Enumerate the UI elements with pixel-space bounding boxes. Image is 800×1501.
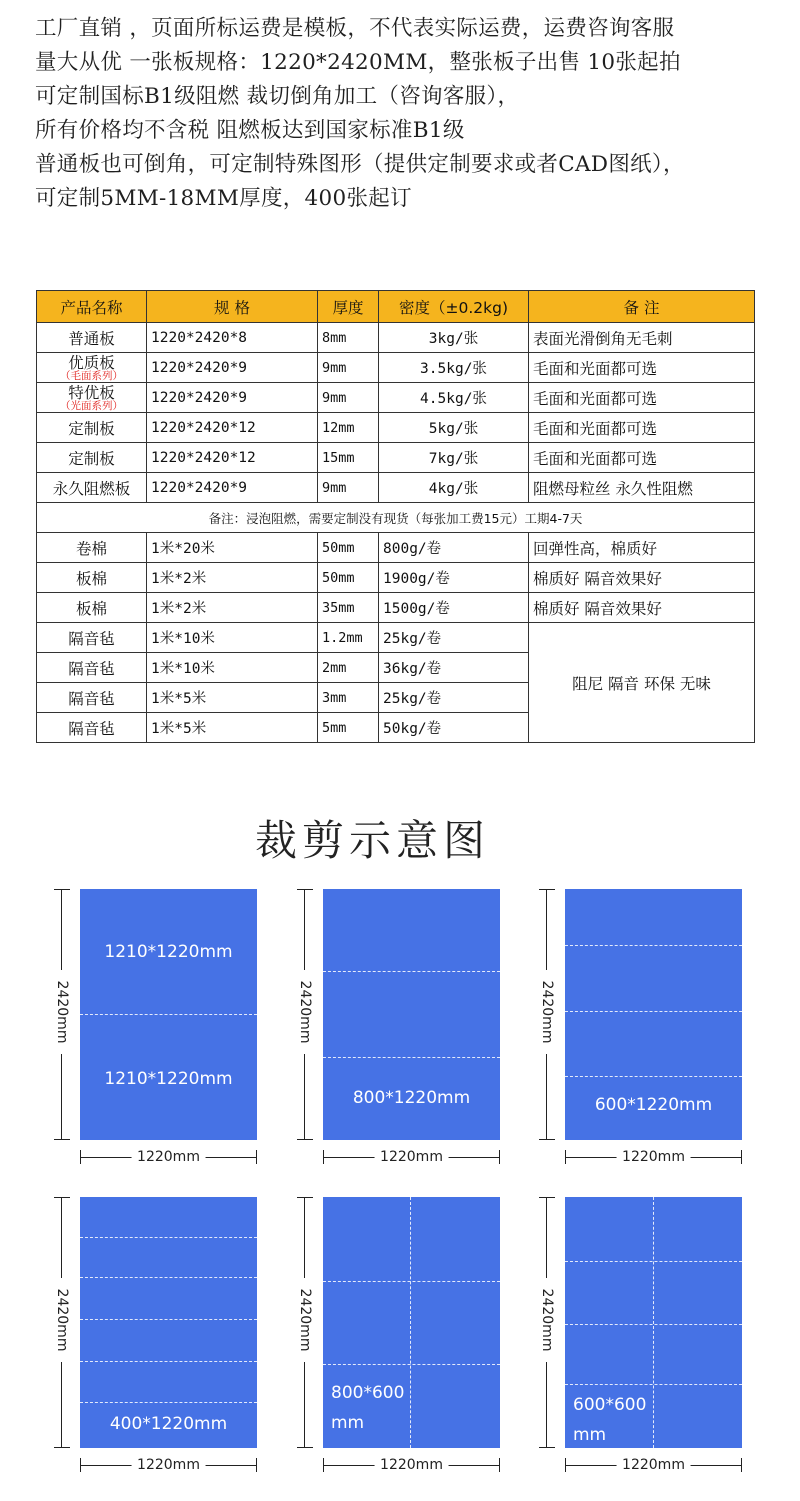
product-name: 隔音毡 [37, 623, 147, 653]
cut-line [80, 1319, 257, 1320]
header-note: 备 注 [529, 291, 755, 323]
board [80, 1197, 257, 1448]
cut-line [565, 1261, 742, 1262]
product-thickness: 1.2mm [318, 623, 379, 653]
product-name: 隔音毡 [37, 713, 147, 743]
product-spec: 1220*2420*12 [147, 413, 318, 443]
piece-label: 600*600 [573, 1395, 647, 1415]
piece-label: 600*1220mm [594, 1095, 713, 1115]
table-row [37, 563, 755, 593]
product-spec: 1米*2米 [147, 593, 318, 623]
board [80, 889, 257, 1140]
table-row [37, 533, 755, 563]
product-spec: 1220*2420*8 [147, 323, 318, 353]
product-density: 36kg/卷 [379, 653, 529, 683]
product-note: 阻燃母粒丝 永久性阻燃 [529, 473, 755, 503]
product-note: 毛面和光面都可选 [529, 353, 755, 383]
product-name: 隔音毡 [37, 653, 147, 683]
product-density: 50kg/卷 [379, 713, 529, 743]
cut-line [565, 945, 742, 946]
intro-line: 量大从优 一张板规格：1220*2420MM，整张板子出售 10张起拍 [35, 50, 681, 75]
height-dimension [295, 1197, 315, 1448]
product-name: 优质板 [68, 353, 115, 372]
height-label: 2420mm [52, 1278, 72, 1362]
intro-line: 所有价格均不含税 阻燃板达到国家标准B1级 [35, 118, 465, 143]
product-thickness: 50mm [318, 533, 379, 563]
cut-line [565, 1011, 742, 1012]
table-row [37, 353, 755, 383]
width-label: 1220mm [131, 1455, 206, 1475]
product-note: 棉质好 隔音效果好 [529, 593, 755, 623]
product-spec: 1米*10米 [147, 653, 318, 683]
product-name: 普通板 [37, 323, 147, 353]
product-series-label: （光面系列） [60, 399, 123, 412]
product-name-cell [37, 383, 147, 413]
height-dimension [295, 889, 315, 1140]
product-note: 棉质好 隔音效果好 [529, 563, 755, 593]
product-density: 1500g/卷 [379, 593, 529, 623]
product-thickness: 9mm [318, 383, 379, 413]
cut-line [323, 1364, 500, 1365]
width-dimension [80, 1147, 257, 1167]
piece-label: 1210*1220mm [104, 942, 233, 962]
header-density: 密度（±0.2kg) [379, 291, 529, 323]
product-thickness: 5mm [318, 713, 379, 743]
cut-diagram-quarters [519, 889, 719, 1189]
table-row [37, 593, 755, 623]
cut-line [80, 1361, 257, 1362]
piece-label: 800*1220mm [352, 1088, 471, 1108]
table-header-row [37, 291, 755, 323]
width-dimension [80, 1455, 257, 1475]
product-name-cell [37, 353, 147, 383]
product-name: 定制板 [37, 413, 147, 443]
product-thickness: 50mm [318, 563, 379, 593]
product-density: 3kg/张 [379, 323, 529, 353]
cut-line [80, 1277, 257, 1278]
intro-text [35, 12, 785, 216]
board [565, 1197, 742, 1448]
product-thickness: 2mm [318, 653, 379, 683]
width-label: 1220mm [616, 1147, 691, 1167]
product-density: 1900g/卷 [379, 563, 529, 593]
width-dimension [565, 1455, 742, 1475]
height-label: 2420mm [537, 970, 557, 1054]
product-note: 毛面和光面都可选 [529, 443, 755, 473]
product-spec: 1米*5米 [147, 683, 318, 713]
product-thickness: 15mm [318, 443, 379, 473]
product-spec: 1220*2420*9 [147, 353, 318, 383]
product-density: 800g/卷 [379, 533, 529, 563]
table-note-row [37, 503, 755, 533]
product-series-label: （毛面系列） [60, 369, 123, 382]
cut-line [80, 1402, 257, 1403]
product-density: 25kg/卷 [379, 683, 529, 713]
cut-diagram-halves [34, 889, 234, 1189]
product-density: 4.5kg/张 [379, 383, 529, 413]
cut-line [653, 1197, 654, 1448]
height-dimension [52, 1197, 72, 1448]
table-row [37, 623, 755, 653]
product-thickness: 8mm [318, 323, 379, 353]
width-label: 1220mm [374, 1147, 449, 1167]
product-name: 特优板 [68, 383, 115, 402]
product-name: 卷棉 [37, 533, 147, 563]
table-row [37, 473, 755, 503]
header-spec: 规 格 [147, 291, 318, 323]
cut-line [323, 971, 500, 972]
spec-table [36, 290, 755, 743]
cut-diagram-sixths [34, 1197, 234, 1497]
height-label: 2420mm [52, 970, 72, 1054]
product-density: 7kg/张 [379, 443, 529, 473]
height-label: 2420mm [295, 970, 315, 1054]
cut-diagram-thirds [277, 889, 477, 1189]
product-name: 永久阻燃板 [37, 473, 147, 503]
piece-label: mm [331, 1413, 365, 1433]
cut-line [80, 1014, 257, 1015]
piece-label: 1210*1220mm [104, 1069, 233, 1089]
product-thickness: 3mm [318, 683, 379, 713]
product-spec: 1米*5米 [147, 713, 318, 743]
width-dimension [565, 1147, 742, 1167]
product-name: 隔音毡 [37, 683, 147, 713]
product-density: 4kg/张 [379, 473, 529, 503]
cut-line [323, 1057, 500, 1058]
product-name: 定制板 [37, 443, 147, 473]
board [565, 889, 742, 1140]
product-density: 5kg/张 [379, 413, 529, 443]
cut-line [410, 1197, 411, 1448]
product-thickness: 35mm [318, 593, 379, 623]
height-label: 2420mm [537, 1278, 557, 1362]
product-thickness: 9mm [318, 353, 379, 383]
product-spec: 1220*2420*9 [147, 383, 318, 413]
product-density: 3.5kg/张 [379, 353, 529, 383]
height-dimension [52, 889, 72, 1140]
header-thickness: 厚度 [318, 291, 379, 323]
intro-line: 可定制5MM-18MM厚度，400张起订 [35, 186, 412, 211]
table-row [37, 383, 755, 413]
table-note: 备注：浸泡阻燃，需要定制没有现货（每张加工费15元）工期4-7天 [37, 503, 755, 533]
cut-diagram-800x600 [277, 1197, 477, 1497]
product-spec: 1米*20米 [147, 533, 318, 563]
cut-line [565, 1384, 742, 1385]
intro-line: 普通板也可倒角，可定制特殊图形（提供定制要求或者CAD图纸）， [35, 152, 685, 177]
intro-line: 工厂直销 ，页面所标运费是模板，不代表实际运费，运费咨询客服 [35, 16, 675, 41]
product-note: 表面光滑倒角无毛刺 [529, 323, 755, 353]
cut-line [565, 1076, 742, 1077]
width-label: 1220mm [131, 1147, 206, 1167]
table-row [37, 323, 755, 353]
product-thickness: 12mm [318, 413, 379, 443]
width-label: 1220mm [616, 1455, 691, 1475]
product-note: 毛面和光面都可选 [529, 383, 755, 413]
cut-line [323, 1281, 500, 1282]
height-dimension [537, 1197, 557, 1448]
header-name: 产品名称 [37, 291, 147, 323]
height-dimension [537, 889, 557, 1140]
product-name: 板棉 [37, 593, 147, 623]
product-spec: 1米*2米 [147, 563, 318, 593]
diagram-title: 裁剪示意图 [254, 816, 490, 865]
product-spec: 1米*10米 [147, 623, 318, 653]
felt-note: 阻尼 隔音 环保 无味 [529, 623, 755, 743]
intro-line: 可定制国标B1级阻燃 裁切倒角加工（咨询客服）， [35, 84, 520, 109]
piece-label: mm [573, 1425, 607, 1445]
table-row [37, 443, 755, 473]
piece-label: 800*600 [331, 1383, 405, 1403]
board [323, 889, 500, 1140]
product-note: 毛面和光面都可选 [529, 413, 755, 443]
width-label: 1220mm [374, 1455, 449, 1475]
product-note: 回弹性高，棉质好 [529, 533, 755, 563]
board [323, 1197, 500, 1448]
cut-diagram-600x600 [519, 1197, 719, 1497]
piece-label: 400*1220mm [109, 1414, 228, 1434]
product-spec: 1220*2420*9 [147, 473, 318, 503]
table-row [37, 413, 755, 443]
width-dimension [323, 1147, 500, 1167]
cut-line [565, 1324, 742, 1325]
product-spec: 1220*2420*12 [147, 443, 318, 473]
product-density: 25kg/卷 [379, 623, 529, 653]
width-dimension [323, 1455, 500, 1475]
product-thickness: 9mm [318, 473, 379, 503]
product-name: 板棉 [37, 563, 147, 593]
cut-line [80, 1237, 257, 1238]
height-label: 2420mm [295, 1278, 315, 1362]
